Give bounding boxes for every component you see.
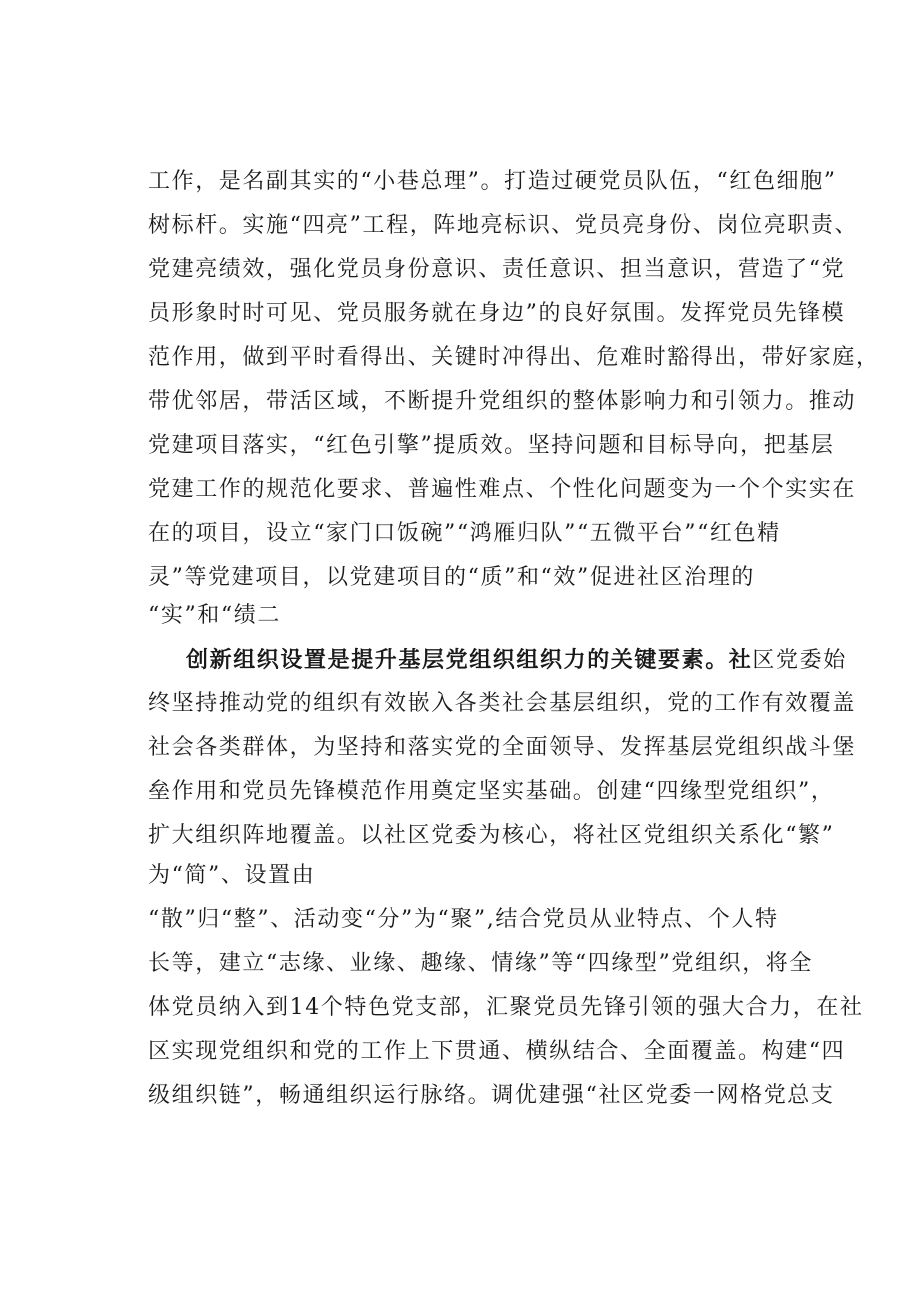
text-line: 扩大组织阵地覆盖。以社区党委为核心，将社区党组织关系化“繁”: [148, 823, 835, 848]
text-line: 体党员纳入到14个特色党支部，汇聚党员先锋引领的强大合力，在社: [148, 995, 864, 1020]
text-line: 长等，建立“志缘、业缘、趣缘、情缘”等“四缘型”党组织，将全: [148, 951, 813, 976]
text-line: 党建项目落实，“红色引擎”提质效。坚持问题和目标导向，把基层: [148, 433, 835, 458]
paragraph-heading-continuation: 区党委始: [752, 648, 847, 673]
text-line: “散”归“整”、活动变“分”为“聚”,结合党员从业特点、个人特: [148, 907, 779, 932]
text-line: 在的项目，设立“家门口饭碗”“鸿雁归队”“五微平台”“红色精: [148, 521, 781, 546]
text-line: 社会各类群体，为坚持和落实党的全面领导、发挥基层党组织战斗堡: [148, 735, 857, 760]
text-line: 党建亮绩效，强化党员身份意识、责任意识、担当意识，营造了“党: [148, 257, 846, 282]
paragraph-lead-line: [186, 644, 847, 676]
text-line: 党建工作的规范化要求、普遍性难点、个性化问题变为一个个实实在: [148, 477, 857, 502]
text-line: 级组织链”，畅通组织运行脉络。调优建强“社区党委一网格党总支: [148, 1083, 835, 1108]
text-line: 带优邻居，带活区域，不断提升党组织的整体影响力和引领力。推动: [148, 389, 857, 414]
text-line: 范作用，做到平时看得出、关键时冲得出、危难时豁得出，带好家庭，: [148, 345, 880, 370]
text-line: 垒作用和党员先锋模范作用奠定坚实基础。创建“四缘型党组织”，: [148, 779, 835, 804]
text-line: 员形象时时可见、党员服务就在身边”的良好氛围。发挥党员先锋模: [148, 301, 846, 326]
text-line: 树标杆。实施“四亮”工程，阵地亮标识、党员亮身份、岗位亮职责、: [148, 213, 859, 238]
text-line: 工作，是名副其实的“小巷总理”。打造过硬党员队伍，“红色细胞”: [148, 169, 837, 194]
text-line: “实”和“绩二: [148, 603, 281, 628]
text-line: 为“简”、设置由: [148, 863, 316, 888]
paragraph-heading: 创新组织设置是提升基层党组织组织力的关键要素。社: [186, 647, 753, 673]
text-line: 终坚持推动党的组织有效嵌入各类社会基层组织，党的工作有效覆盖: [148, 691, 857, 716]
text-line: 灵”等党建项目，以党建项目的“质”和“效”促进社区治理的: [148, 565, 756, 590]
text-line: 区实现党组织和党的工作上下贯通、横纵结合、全面覆盖。构建“四: [148, 1039, 846, 1064]
